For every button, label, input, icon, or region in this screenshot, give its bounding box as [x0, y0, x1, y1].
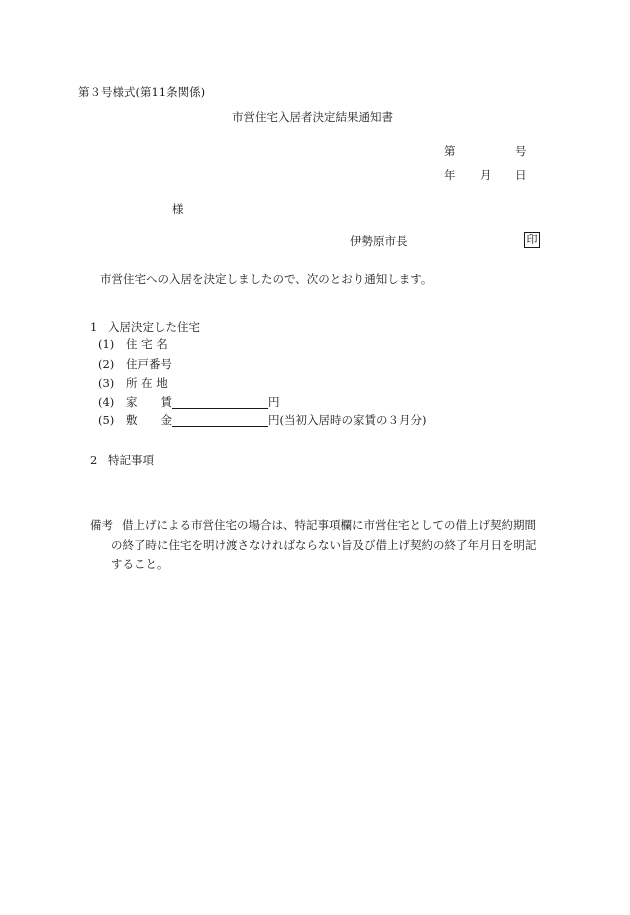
item-number: (1): [98, 337, 115, 351]
remarks-line-2: の終了時に住宅を明け渡さなければならない旨及び借上げ契約の終了年月日を明記: [111, 538, 537, 552]
housing-item-name: [98, 337, 168, 351]
item-label: 所 在 地: [126, 376, 168, 390]
number-suffix: 号: [515, 144, 527, 158]
housing-item-rent: [98, 395, 280, 409]
date-year-label: 年: [444, 168, 456, 182]
section-2-heading: [90, 453, 154, 467]
remarks-line-1: 借上げによる市営住宅の場合は、特記事項欄に市営住宅としての借上げ契約期間: [122, 518, 536, 532]
item-label: 家 賃: [126, 395, 172, 409]
remarks-heading: 備考: [90, 518, 113, 532]
document-title: 市営住宅入居者決定結果通知書: [232, 110, 393, 124]
housing-item-deposit: [98, 413, 426, 427]
item-label: 住戸番号: [126, 357, 172, 371]
deposit-unit: 円: [268, 413, 280, 427]
section-1-heading: [90, 320, 200, 334]
addressee-suffix: 様: [172, 202, 184, 216]
section-2-number: 2: [90, 453, 98, 467]
issuer-name: 伊勢原市長: [350, 234, 408, 248]
date-month-label: 月: [480, 168, 492, 182]
item-label: 敷 金: [126, 413, 172, 427]
remarks-line-3: すること。: [111, 557, 169, 571]
number-prefix: 第: [444, 144, 456, 158]
form-label: 第３号様式(第11条関係): [78, 85, 206, 99]
rent-amount-blank: [172, 396, 268, 409]
section-2-title: 特記事項: [108, 453, 154, 467]
date-day-label: 日: [515, 168, 527, 182]
item-number: (4): [98, 395, 115, 409]
rent-unit: 円: [268, 395, 280, 409]
seal-stamp: 印: [524, 232, 540, 248]
housing-item-address: [98, 376, 168, 390]
notice-text: 市営住宅への入居を決定しましたので、次のとおり通知します。: [100, 272, 433, 286]
section-1-number: 1: [90, 320, 98, 334]
section-1-title: 入居決定した住宅: [108, 320, 200, 334]
deposit-amount-blank: [172, 414, 268, 427]
item-number: (2): [98, 357, 115, 371]
item-number: (3): [98, 376, 115, 390]
deposit-note: (当初入居時の家賃の３月分): [279, 413, 427, 427]
housing-item-unit-number: [98, 357, 172, 371]
item-number: (5): [98, 413, 115, 427]
item-label: 住 宅 名: [126, 337, 168, 351]
